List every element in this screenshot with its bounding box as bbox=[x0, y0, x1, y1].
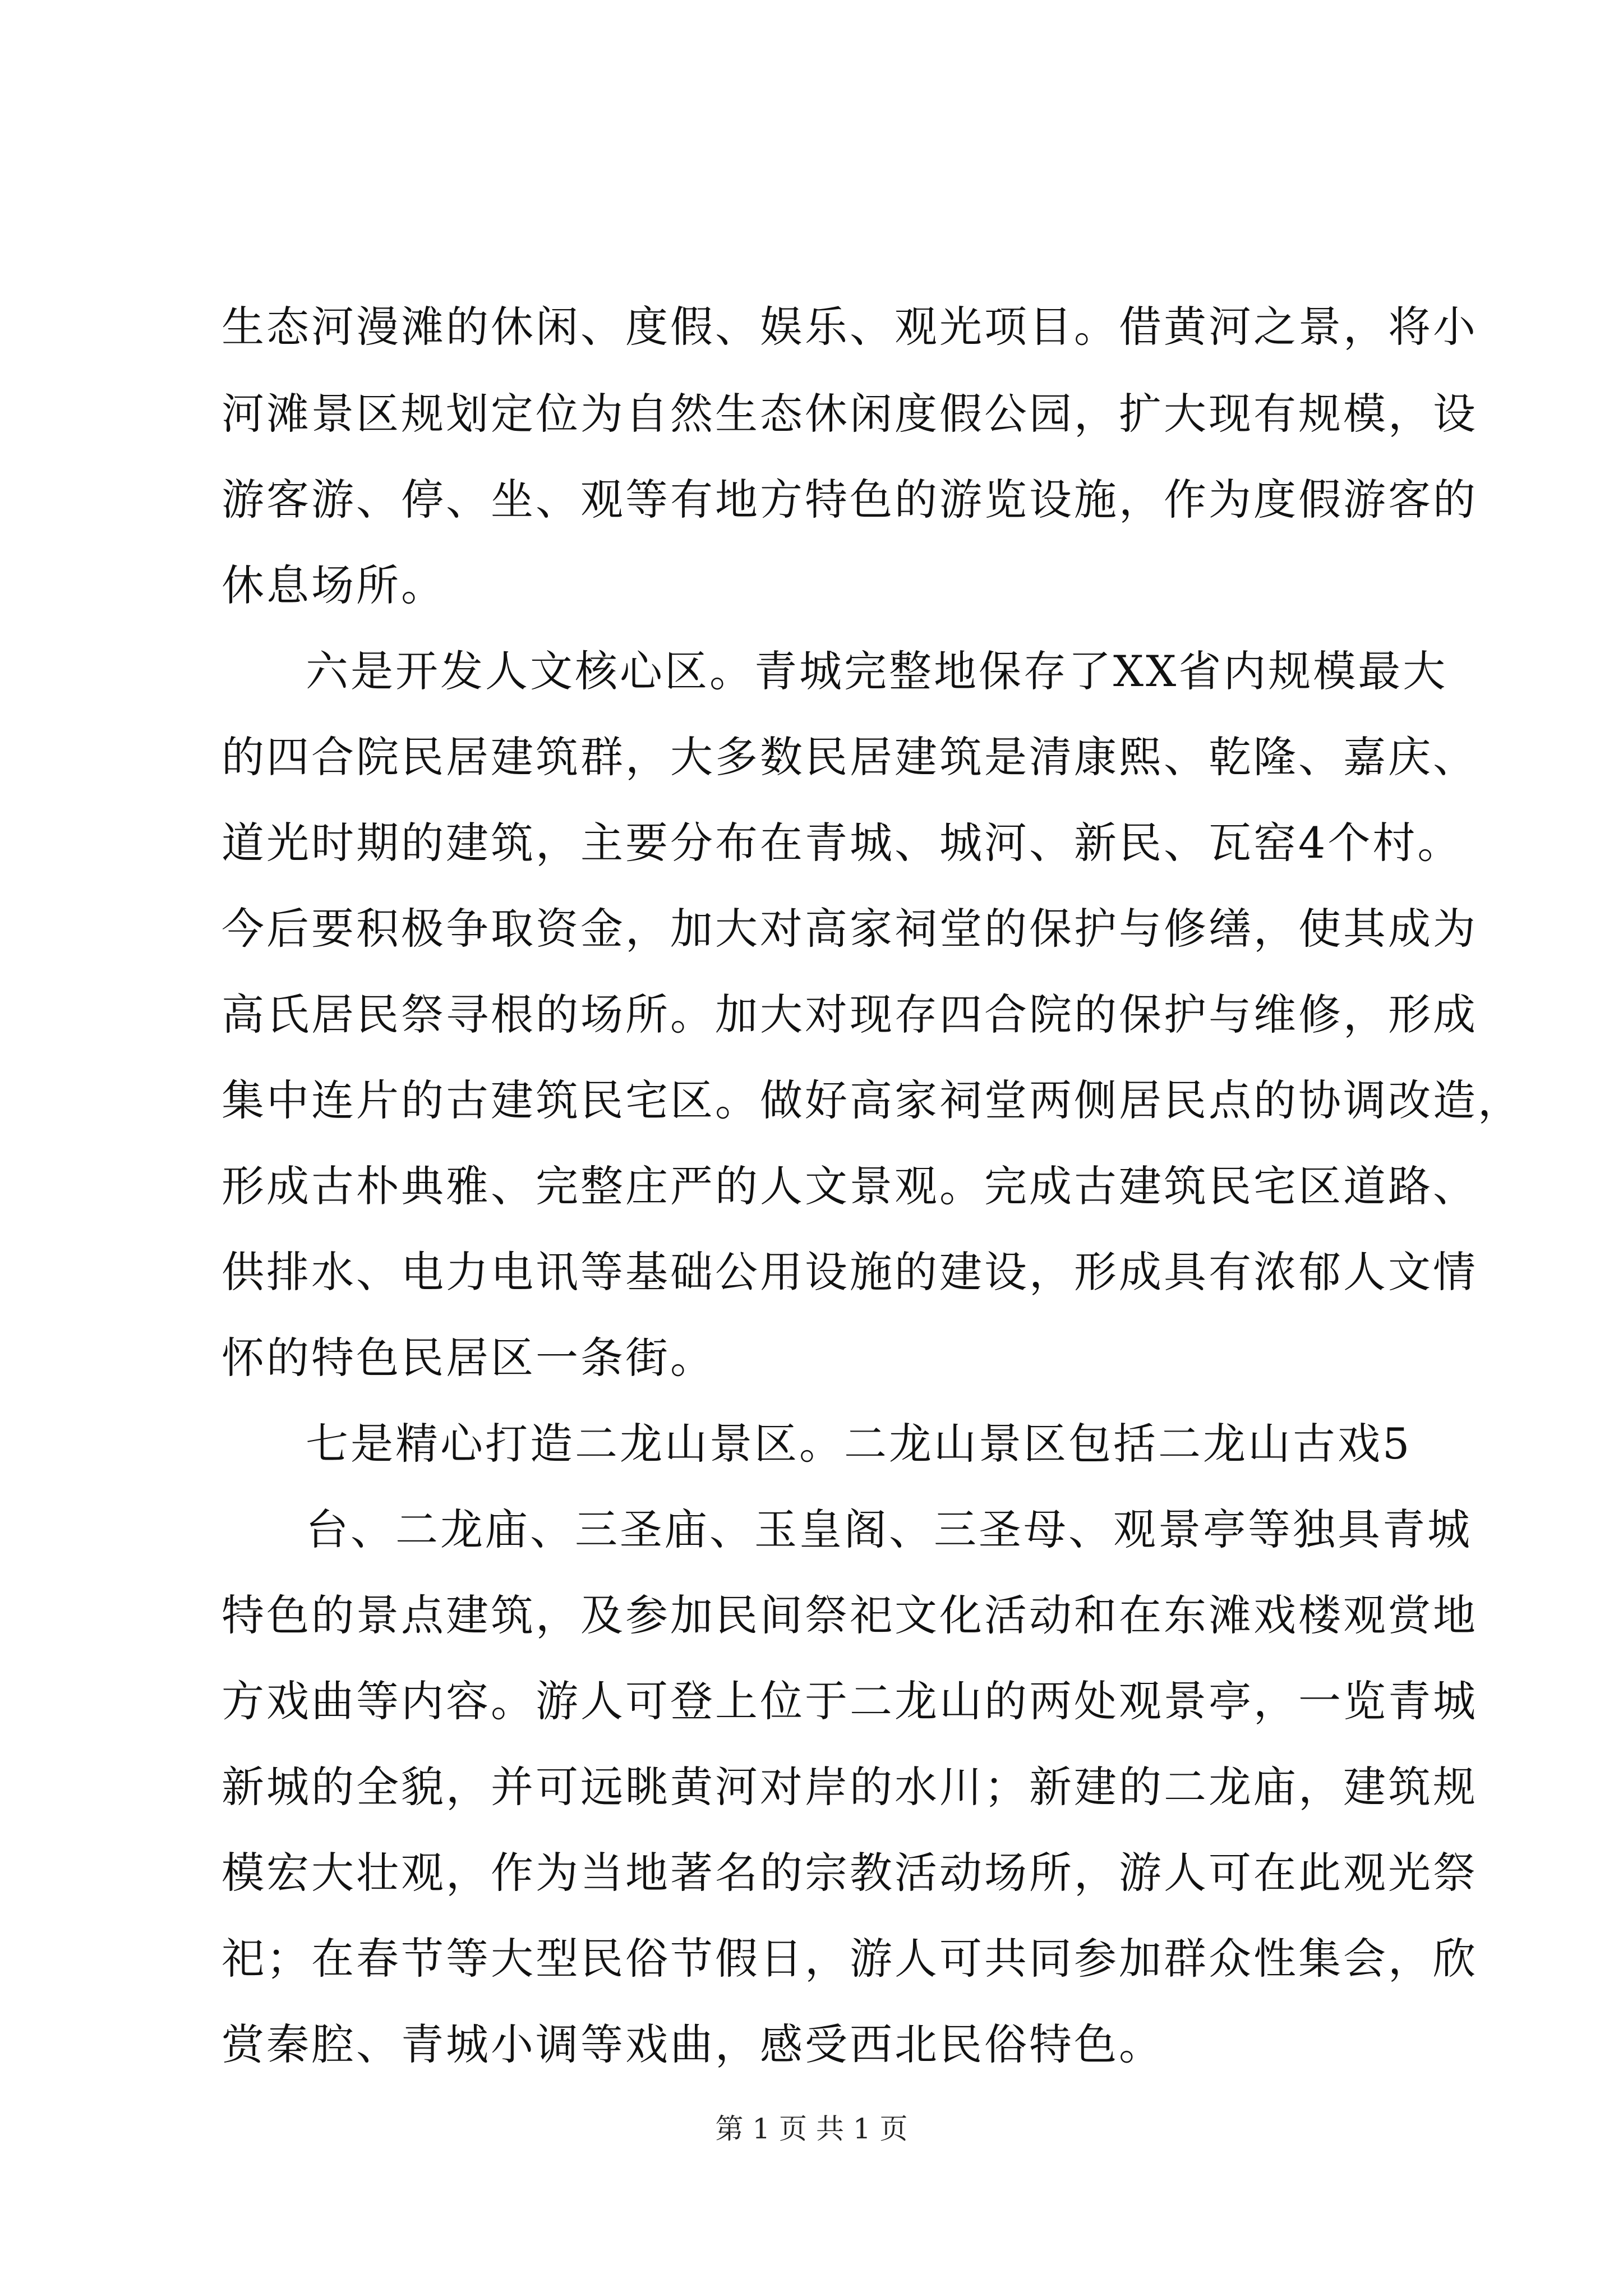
text-line: 怀的特色民居区一条街。 bbox=[222, 1333, 715, 1383]
text-line: 供排水、电力电讯等基础公用设施的建设，形成具有浓郁人文情 bbox=[222, 1247, 1478, 1297]
text-line: 游客游、停、坐、观等有地方特色的游览设施，作为度假游客的 bbox=[222, 475, 1478, 524]
paragraph-first-line: 六是开发人文核心区。青城完整地保存了XX省内规模最大 bbox=[306, 646, 1448, 696]
text-line: 特色的景点建筑，及参加民间祭祀文化活动和在东滩戏楼观赏地 bbox=[222, 1590, 1478, 1640]
text-line: 高氏居民祭寻根的场所。加大对现存四合院的保护与维修，形成 bbox=[222, 990, 1478, 1039]
text-line: 河滩景区规划定位为自然生态休闲度假公园，扩大现有规模，设 bbox=[222, 389, 1478, 439]
text-line: 台、二龙庙、三圣庙、玉皇阁、三圣母、观景亭等独具青城 bbox=[306, 1504, 1472, 1554]
text-line: 休息场所。 bbox=[222, 560, 446, 610]
text-line: 模宏大壮观，作为当地著名的宗教活动场所，游人可在此观光祭 bbox=[222, 1848, 1478, 1898]
page-number-footer: 第 1 页 共 1 页 bbox=[715, 2113, 908, 2145]
text-line: 祀；在春节等大型民俗节假日，游人可共同参加群众性集会，欣 bbox=[222, 1934, 1478, 1984]
text-line: 的四合院民居建筑群，大多数民居建筑是清康熙、乾隆、嘉庆、 bbox=[222, 732, 1478, 782]
text-line: 道光时期的建筑，主要分布在青城、城河、新民、瓦窑4个村。 bbox=[222, 818, 1463, 868]
text-line: 方戏曲等内容。游人可登上位于二龙山的两处观景亭，一览青城 bbox=[222, 1676, 1478, 1726]
paragraph-first-line: 七是精心打造二龙山景区。二龙山景区包括二龙山古戏5 bbox=[306, 1419, 1412, 1469]
text-line: 生态河漫滩的休闲、度假、娱乐、观光项目。借黄河之景，将小 bbox=[222, 302, 1478, 352]
text-line: 集中连片的古建筑民宅区。做好高家祠堂两侧居民点的协调改造， bbox=[222, 1075, 1523, 1125]
text-line: 赏秦腔、青城小调等戏曲，感受西北民俗特色。 bbox=[222, 2019, 1164, 2069]
text-line: 新城的全貌，并可远眺黄河对岸的水川；新建的二龙庙，建筑规 bbox=[222, 1762, 1478, 1812]
text-line: 今后要积极争取资金，加大对高家祠堂的保护与修缮，使其成为 bbox=[222, 904, 1478, 954]
text-line: 形成古朴典雅、完整庄严的人文景观。完成古建筑民宅区道路、 bbox=[222, 1161, 1478, 1211]
